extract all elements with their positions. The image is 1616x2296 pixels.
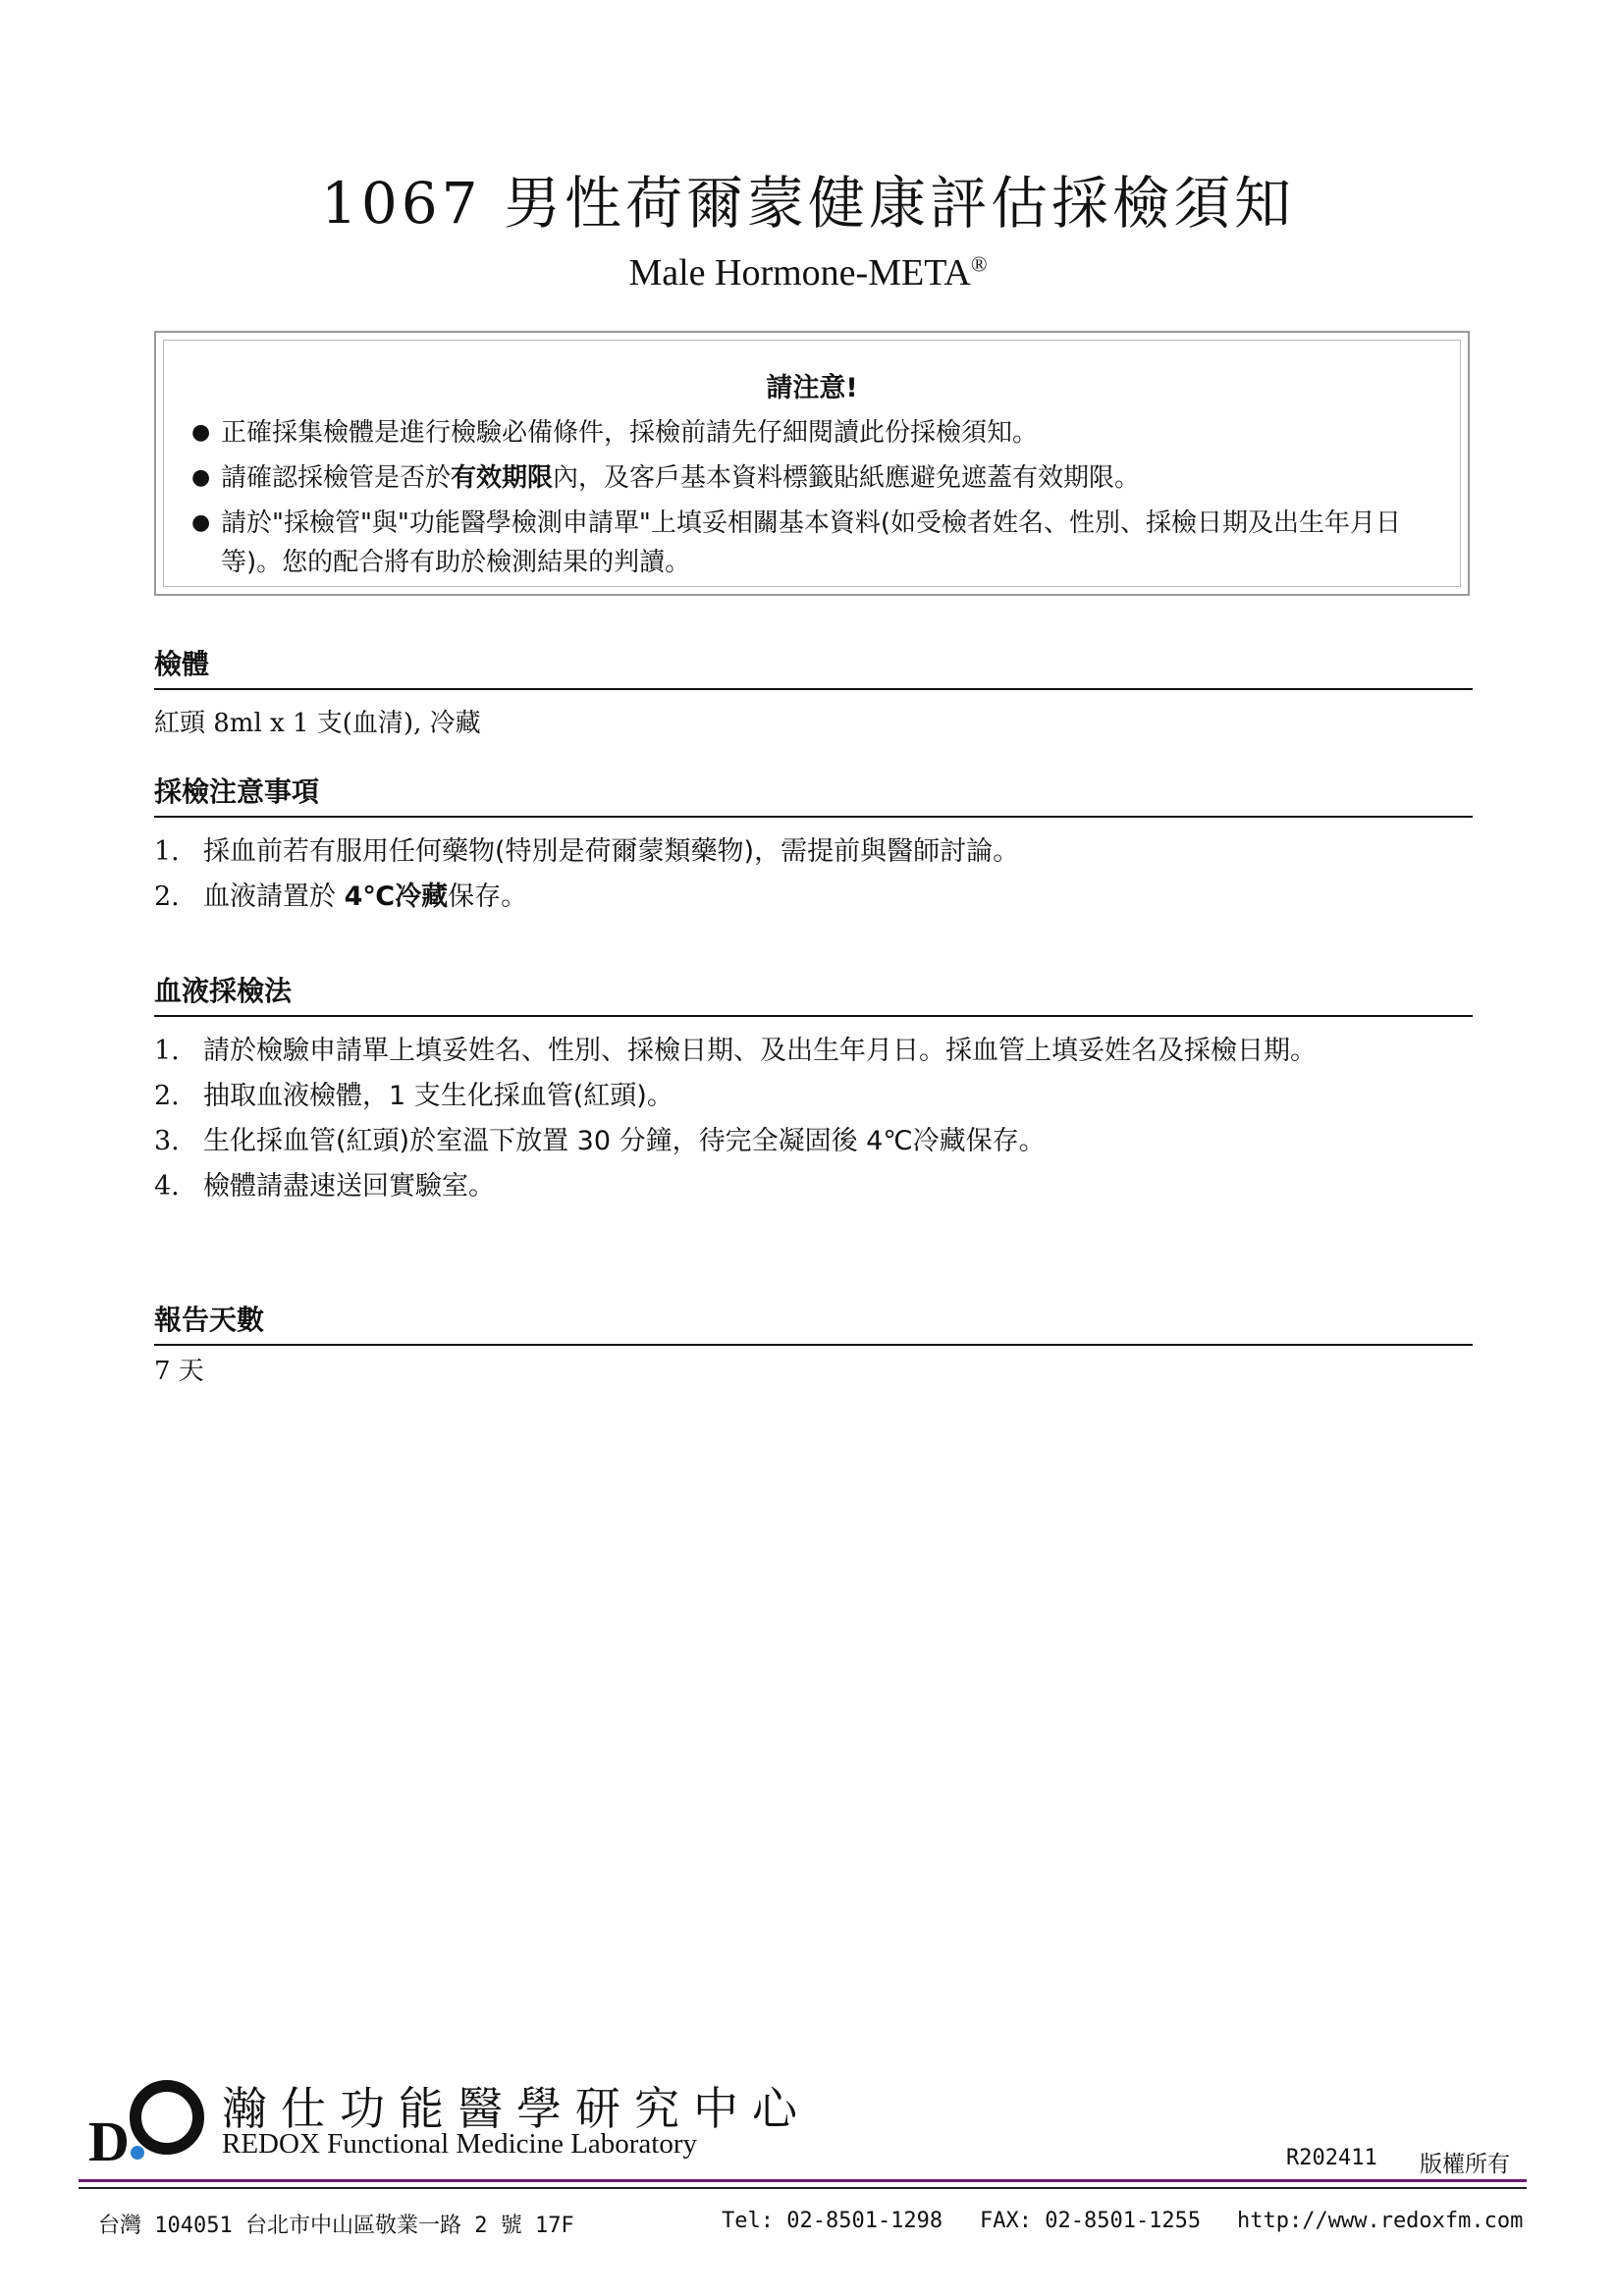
subtitle-text: Male Hormone-META <box>628 252 971 294</box>
method-list <box>154 1029 1473 1209</box>
list-item <box>154 1029 1473 1074</box>
footer-rule-accent <box>79 2179 1527 2182</box>
org-name-chinese: 瀚仕功能醫學研究中心 <box>222 2082 811 2135</box>
org-name-english: REDOX Functional Medicine Laboratory <box>222 2128 698 2160</box>
bullet-icon: ● <box>191 465 211 490</box>
notice-heading: 請注意! <box>766 373 858 403</box>
document-code: R202411 <box>1286 2146 1377 2170</box>
section-heading: 檢體 <box>154 645 1473 690</box>
list-item <box>154 1074 1473 1119</box>
section-heading: 血液採檢法 <box>154 972 1473 1017</box>
bullet-icon: ● <box>191 420 211 445</box>
footer-address: 台灣 104051 台北市中山區敬業一路 2 號 17F <box>98 2214 574 2238</box>
item-number: 3. <box>154 1126 180 1156</box>
item-text: 請於檢驗申請單上填妥姓名、性別、採檢日期、及出生年月日。採血管上填妥姓名及採檢日期。 <box>203 1036 1317 1066</box>
notice-text: 內，及客戶基本資料標籤貼紙應避免遮蓋有效期限。 <box>553 463 1141 493</box>
item-text: 生化採血管(紅頭)於室溫下放置 30 分鐘，待完全凝固後 4℃冷藏保存。 <box>203 1126 1046 1156</box>
registered-mark: ® <box>970 251 988 277</box>
item-emphasis: 4℃冷藏 <box>344 881 449 912</box>
report-days-section <box>154 1301 1473 1391</box>
item-text: 血液請置於 <box>203 881 345 912</box>
svg-text:D: D <box>88 2109 130 2164</box>
precautions-list <box>154 829 1473 920</box>
footer-tel: Tel: 02-8501-1298 <box>722 2209 943 2233</box>
footer-fax: FAX: 02-8501-1255 <box>980 2209 1202 2233</box>
item-text: 檢體請盡速送回實驗室。 <box>203 1171 495 1201</box>
list-item <box>154 875 1473 920</box>
list-item <box>154 1164 1473 1209</box>
blood-method-section <box>154 972 1473 1209</box>
list-item <box>154 829 1473 875</box>
item-number: 4. <box>154 1171 180 1201</box>
document-title: 1067 男性荷爾蒙健康評估採檢須知 <box>320 170 1296 237</box>
precautions-section <box>154 773 1473 920</box>
copyright-text: 版權所有 <box>1420 2152 1510 2177</box>
notice-inner-frame <box>163 340 1461 587</box>
redox-logo-icon <box>86 2076 208 2164</box>
notice-emphasis: 有效期限 <box>451 463 554 493</box>
bullet-icon: ● <box>191 510 211 535</box>
specimen-text: 紅頭 8ml x 1 支(血清), 冷藏 <box>154 709 481 738</box>
notice-text: 請確認採檢管是否於 <box>221 463 452 493</box>
notice-item <box>191 458 1436 498</box>
item-number: 1. <box>154 836 180 867</box>
item-number: 2. <box>154 881 180 912</box>
item-number: 2. <box>154 1081 180 1111</box>
list-item <box>154 1119 1473 1164</box>
notice-item <box>191 504 1436 582</box>
specimen-section <box>154 645 1473 743</box>
item-text: 抽取血液檢體，1 支生化採血管(紅頭)。 <box>203 1081 673 1111</box>
notice-box <box>154 331 1470 596</box>
notice-list <box>191 413 1436 588</box>
document-subtitle <box>0 251 1616 294</box>
notice-text: 正確採集檢體是進行檢驗必備條件，採檢前請先仔細閱讀此份採檢須知。 <box>221 418 1039 448</box>
report-days-text: 7 天 <box>154 1357 204 1386</box>
item-number: 1. <box>154 1036 180 1066</box>
section-heading: 報告天數 <box>154 1301 1473 1346</box>
section-heading: 採檢注意事項 <box>154 773 1473 818</box>
item-text: 採血前若有服用任何藥物(特別是荷爾蒙類藥物)，需提前與醫師討論。 <box>203 836 1020 867</box>
notice-text: 請於"採檢管"與"功能醫學檢測申請單"上填妥相關基本資料(如受檢者姓名、性別、採檢日期及出生年月日等)。您的配合將有助於檢測結果的判讀。 <box>221 508 1401 577</box>
item-text: 保存。 <box>448 881 528 912</box>
footer-website[interactable]: http://www.redoxfm.com <box>1237 2209 1524 2233</box>
footer-rule <box>79 2187 1527 2189</box>
notice-item <box>191 413 1436 453</box>
